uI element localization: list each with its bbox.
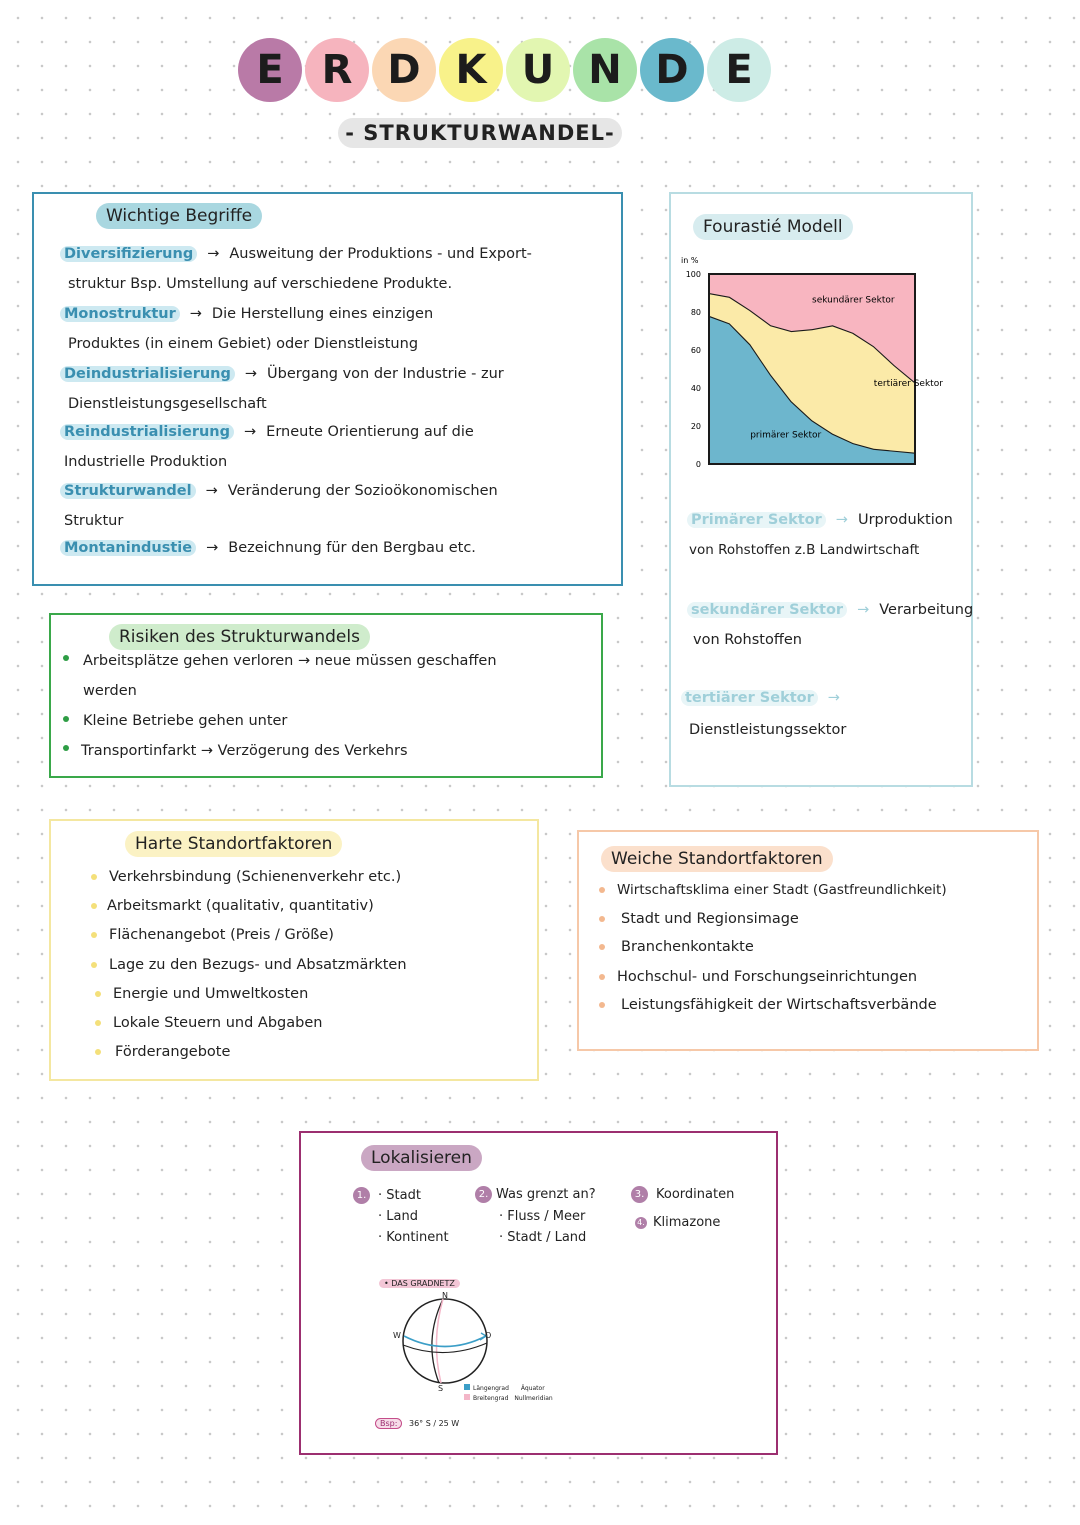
gradnetz-title: • DAS GRADNETZ: [379, 1279, 460, 1288]
begriff-text: Erneute Orientierung auf die: [266, 424, 474, 440]
compass-o: O: [485, 1331, 492, 1340]
arrow-icon: →: [244, 366, 258, 382]
weiche-card: [577, 830, 1039, 1051]
fourastie-title: Fourastié Modell: [693, 214, 853, 240]
harte-item: Flächenangebot (Preis / Größe): [109, 927, 334, 943]
begriff-term: Strukturwandel: [60, 483, 196, 499]
begriff-cont: struktur Bsp. Umstellung auf verschiedene Produkte.: [68, 276, 453, 292]
compass-w: W: [393, 1331, 401, 1340]
gradnetz-legend: [464, 1384, 553, 1404]
lokalisieren-card: [299, 1131, 778, 1455]
bullet-icon: [91, 962, 97, 968]
harte-item: Lage zu den Bezugs- und Absatzmärkten: [109, 957, 407, 973]
example-label: Bsp:: [375, 1418, 402, 1429]
bullet-icon: [599, 1002, 605, 1008]
lokal-col2-head: Was grenzt an?: [496, 1187, 596, 1202]
lokal-col1-row: [353, 1186, 421, 1206]
lokal-col2-item: · Stadt / Land: [499, 1230, 587, 1245]
arrow-icon: →: [207, 246, 220, 262]
sector-cont: Dienstleistungssektor: [689, 722, 847, 738]
sector-term: tertiärer Sektor: [681, 690, 818, 706]
weiche-item: Wirtschaftsklima einer Stadt (Gastfreundlichkeit): [617, 882, 947, 898]
legend-row: Breitengrad Nullmeridian: [464, 1394, 553, 1404]
number-badge: 2.: [475, 1186, 492, 1203]
title-letter: E: [238, 38, 302, 102]
harte-item: Arbeitsmarkt (qualitativ, quantitativ): [107, 898, 374, 914]
example-text: 36° S / 25 W: [408, 1419, 460, 1428]
y-tick-label: 0: [695, 460, 701, 469]
bullet-icon: [599, 974, 605, 980]
lokal-col3-row: 3. Koordinaten: [631, 1185, 734, 1205]
begriff-cont: Industrielle Produktion: [64, 454, 228, 470]
begriff-term: Diversifizierung: [60, 246, 197, 262]
title-letter: N: [573, 38, 637, 102]
begriff-text: Übergang von der Industrie - zur: [267, 366, 504, 382]
bullet-icon: [91, 874, 97, 880]
lokal-title: Lokalisieren: [361, 1145, 482, 1171]
title-letter: D: [640, 38, 704, 102]
bullet-icon: [63, 716, 69, 722]
legend-swatch: [464, 1394, 470, 1400]
arrow-icon: →: [206, 540, 219, 556]
sector-row: [681, 688, 850, 708]
sector-text: Urproduktion: [857, 512, 953, 528]
series-label: primärer Sektor: [750, 430, 822, 441]
sector-term: sekundärer Sektor: [687, 602, 847, 618]
begriff-row: [60, 364, 504, 384]
title-letter: E: [707, 38, 771, 102]
weiche-item: Branchenkontakte: [621, 939, 754, 955]
arrow-icon: →: [205, 483, 218, 499]
begriffe-card: [32, 192, 623, 586]
harte-item: Energie und Umweltkosten: [113, 986, 309, 1002]
begriff-row: [60, 538, 476, 558]
y-tick-label: 100: [685, 270, 701, 279]
risiko-item: Kleine Betriebe gehen unter: [83, 713, 288, 729]
bullet-icon: [95, 1049, 101, 1055]
begriff-row: [60, 481, 498, 501]
begriff-term: Reindustrialisierung: [60, 424, 234, 440]
y-tick-label: 80: [690, 308, 701, 317]
begriff-term: Montanindustie: [60, 540, 196, 556]
example-row: [375, 1419, 459, 1428]
begriffe-title: Wichtige Begriffe: [96, 203, 262, 229]
begriff-term: Deindustrialisierung: [60, 366, 235, 382]
bullet-icon: [63, 745, 69, 751]
lokal-col1-item: · Stadt: [378, 1188, 421, 1203]
title-letter: K: [439, 38, 503, 102]
number-badge: 4.: [635, 1217, 647, 1229]
lokal-col1-item: · Kontinent: [378, 1230, 449, 1245]
bullet-icon: [91, 932, 97, 938]
harte-item: Lokale Steuern und Abgaben: [113, 1015, 323, 1031]
compass-s: S: [438, 1384, 444, 1393]
harte-title: Harte Standortfaktoren: [125, 831, 342, 857]
bullet-icon: [599, 887, 605, 893]
sector-cont: von Rohstoffen: [693, 632, 802, 648]
page-subtitle: - STRUKTURWANDEL-: [338, 118, 622, 148]
weiche-title: Weiche Standortfaktoren: [601, 846, 833, 872]
legend-swatch: [464, 1384, 470, 1390]
title-letter: U: [506, 38, 570, 102]
fourastie-chart: [679, 256, 975, 486]
sector-row: [687, 510, 953, 530]
lokal-col1-item: · Land: [378, 1209, 418, 1224]
harte-item: Verkehrsbindung (Schienenverkehr etc.): [109, 869, 402, 885]
harte-item: Förderangebote: [115, 1044, 231, 1060]
number-badge: 3.: [631, 1186, 648, 1203]
compass-n: N: [442, 1291, 448, 1300]
bullet-icon: [599, 944, 605, 950]
risiko-item: Transportinfarkt → Verzögerung des Verkehrs: [81, 743, 408, 759]
fourastie-card: [669, 192, 973, 787]
begriff-row: [60, 244, 532, 264]
lokal-col3-row: 4. Klimazone: [635, 1213, 720, 1233]
weiche-item: Hochschul- und Forschungseinrichtungen: [617, 969, 918, 985]
begriff-text: Ausweitung der Produktions - und Export-: [229, 246, 532, 262]
title-letter: D: [372, 38, 436, 102]
begriff-row: [60, 422, 474, 442]
risiko-item: Arbeitsplätze gehen verloren → neue müssen geschaffen: [83, 653, 497, 669]
y-axis-label: in %: [681, 256, 699, 265]
sector-text: Verarbeitung: [879, 602, 974, 618]
lokal-col2-row: [475, 1185, 596, 1205]
bullet-icon: [599, 916, 605, 922]
title-letter: R: [305, 38, 369, 102]
weiche-item: Stadt und Regionsimage: [621, 911, 799, 927]
lokal-col2-item: · Fluss / Meer: [499, 1209, 586, 1224]
sector-term: Primärer Sektor: [687, 512, 826, 528]
begriff-term: Monostruktur: [60, 306, 180, 322]
sector-cont: von Rohstoffen z.B Landwirtschaft: [689, 542, 920, 558]
arrow-icon: →: [835, 512, 848, 528]
y-tick-label: 40: [690, 384, 701, 393]
number-badge: 1.: [353, 1187, 370, 1204]
y-tick-label: 60: [690, 346, 701, 355]
bullet-icon: [63, 655, 69, 661]
begriff-text: Bezeichnung für den Bergbau etc.: [228, 540, 476, 556]
risiken-title: Risiken des Strukturwandels: [109, 624, 370, 650]
risiken-card: [49, 613, 603, 778]
begriff-row: [60, 304, 433, 324]
risiko-item: werden: [83, 683, 137, 699]
begriff-cont: Struktur: [64, 513, 124, 529]
arrow-icon: →: [827, 690, 840, 706]
harte-card: [49, 819, 539, 1081]
begriff-cont: Produktes (in einem Gebiet) oder Dienstleistung: [68, 336, 419, 352]
y-tick-label: 20: [690, 422, 701, 431]
begriff-cont: Dienstleistungsgesellschaft: [68, 396, 267, 412]
arrow-icon: →: [189, 306, 202, 322]
arrow-icon: →: [244, 424, 257, 440]
bullet-icon: [91, 903, 97, 909]
begriff-text: Die Herstellung eines einzigen: [211, 306, 434, 322]
legend-row: Längengrad Äquator: [464, 1384, 553, 1394]
sector-row: [687, 600, 973, 620]
weiche-item: Leistungsfähigkeit der Wirtschaftsverbände: [621, 997, 937, 1013]
series-label: sekundärer Sektor: [812, 295, 895, 306]
bullet-icon: [95, 1020, 101, 1026]
begriff-text: Veränderung der Sozioökonomischen: [227, 483, 498, 499]
series-label: tertiärer Sektor: [873, 379, 943, 390]
arrow-icon: →: [857, 602, 870, 618]
bullet-icon: [95, 991, 101, 997]
